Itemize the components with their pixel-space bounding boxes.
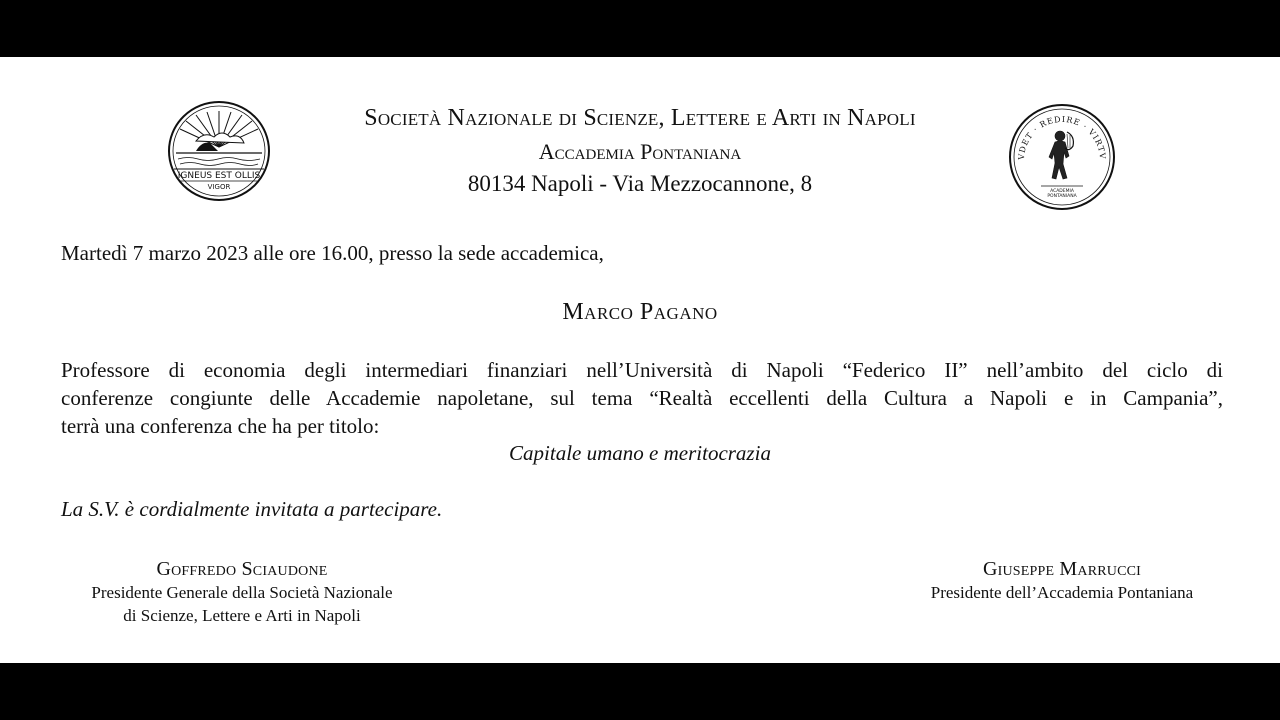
letterbox-bottom xyxy=(0,663,1280,720)
signatory-role-line1: Presidente dell’Accademia Pontaniana xyxy=(930,583,1194,602)
seal-caption-line2: PONTANIANA xyxy=(1047,194,1077,199)
signatory-name: Giuseppe Marrucci xyxy=(982,558,1142,580)
letterbox-top xyxy=(0,0,1280,57)
signatory-role-line2: di Scienze, Lettere e Arti in Napoli xyxy=(123,606,361,625)
seal-motto-line2: VIGOR xyxy=(207,183,231,191)
description-line-3: terrà una conferenza che ha per titolo: xyxy=(61,414,380,438)
signatory-role-line1: Presidente Generale della Società Nazionale xyxy=(91,583,393,602)
speaker-description xyxy=(61,356,1223,440)
academy-name: Accademia Pontaniana xyxy=(538,139,742,164)
signatory-right xyxy=(880,557,1244,604)
description-line-1: Professore di economia degli intermediari finanziari nell’Università di Napoli “Federico II” nell’ambito del ciclo di xyxy=(61,358,1223,382)
seal-caption-line1: ACADEMIA xyxy=(1050,189,1074,194)
signatory-left xyxy=(40,557,444,627)
invitation-document xyxy=(0,57,1280,663)
address: 80134 Napoli - Via Mezzocannone, 8 xyxy=(467,171,813,196)
invitation-text: La S.V. è cordialmente invitata a partecipare. xyxy=(61,497,443,521)
description-line-2: conferenze congiunte delle Accademie napoletane, sul tema “Realtà eccellenti della Cultura a Napoli e in Campania”, xyxy=(61,386,1223,410)
society-name: Società Nazionale di Scienze, Lettere e Arti in Napoli xyxy=(364,105,916,131)
academy-seal xyxy=(1007,102,1117,212)
event-date-intro: Martedì 7 marzo 2023 alle ore 16.00, presso la sede accademica, xyxy=(61,241,604,265)
talk-title: Capitale umano e meritocrazia xyxy=(509,441,771,465)
seal-motto-line1: IGNEUS EST OLLIS xyxy=(177,171,261,181)
seal-motto: VDET · REDIRE · VIRTV xyxy=(1016,114,1108,161)
speaker-name: Marco Pagano xyxy=(562,299,718,325)
signatory-name: Goffredo Sciaudone xyxy=(156,558,328,580)
society-seal xyxy=(166,99,272,203)
